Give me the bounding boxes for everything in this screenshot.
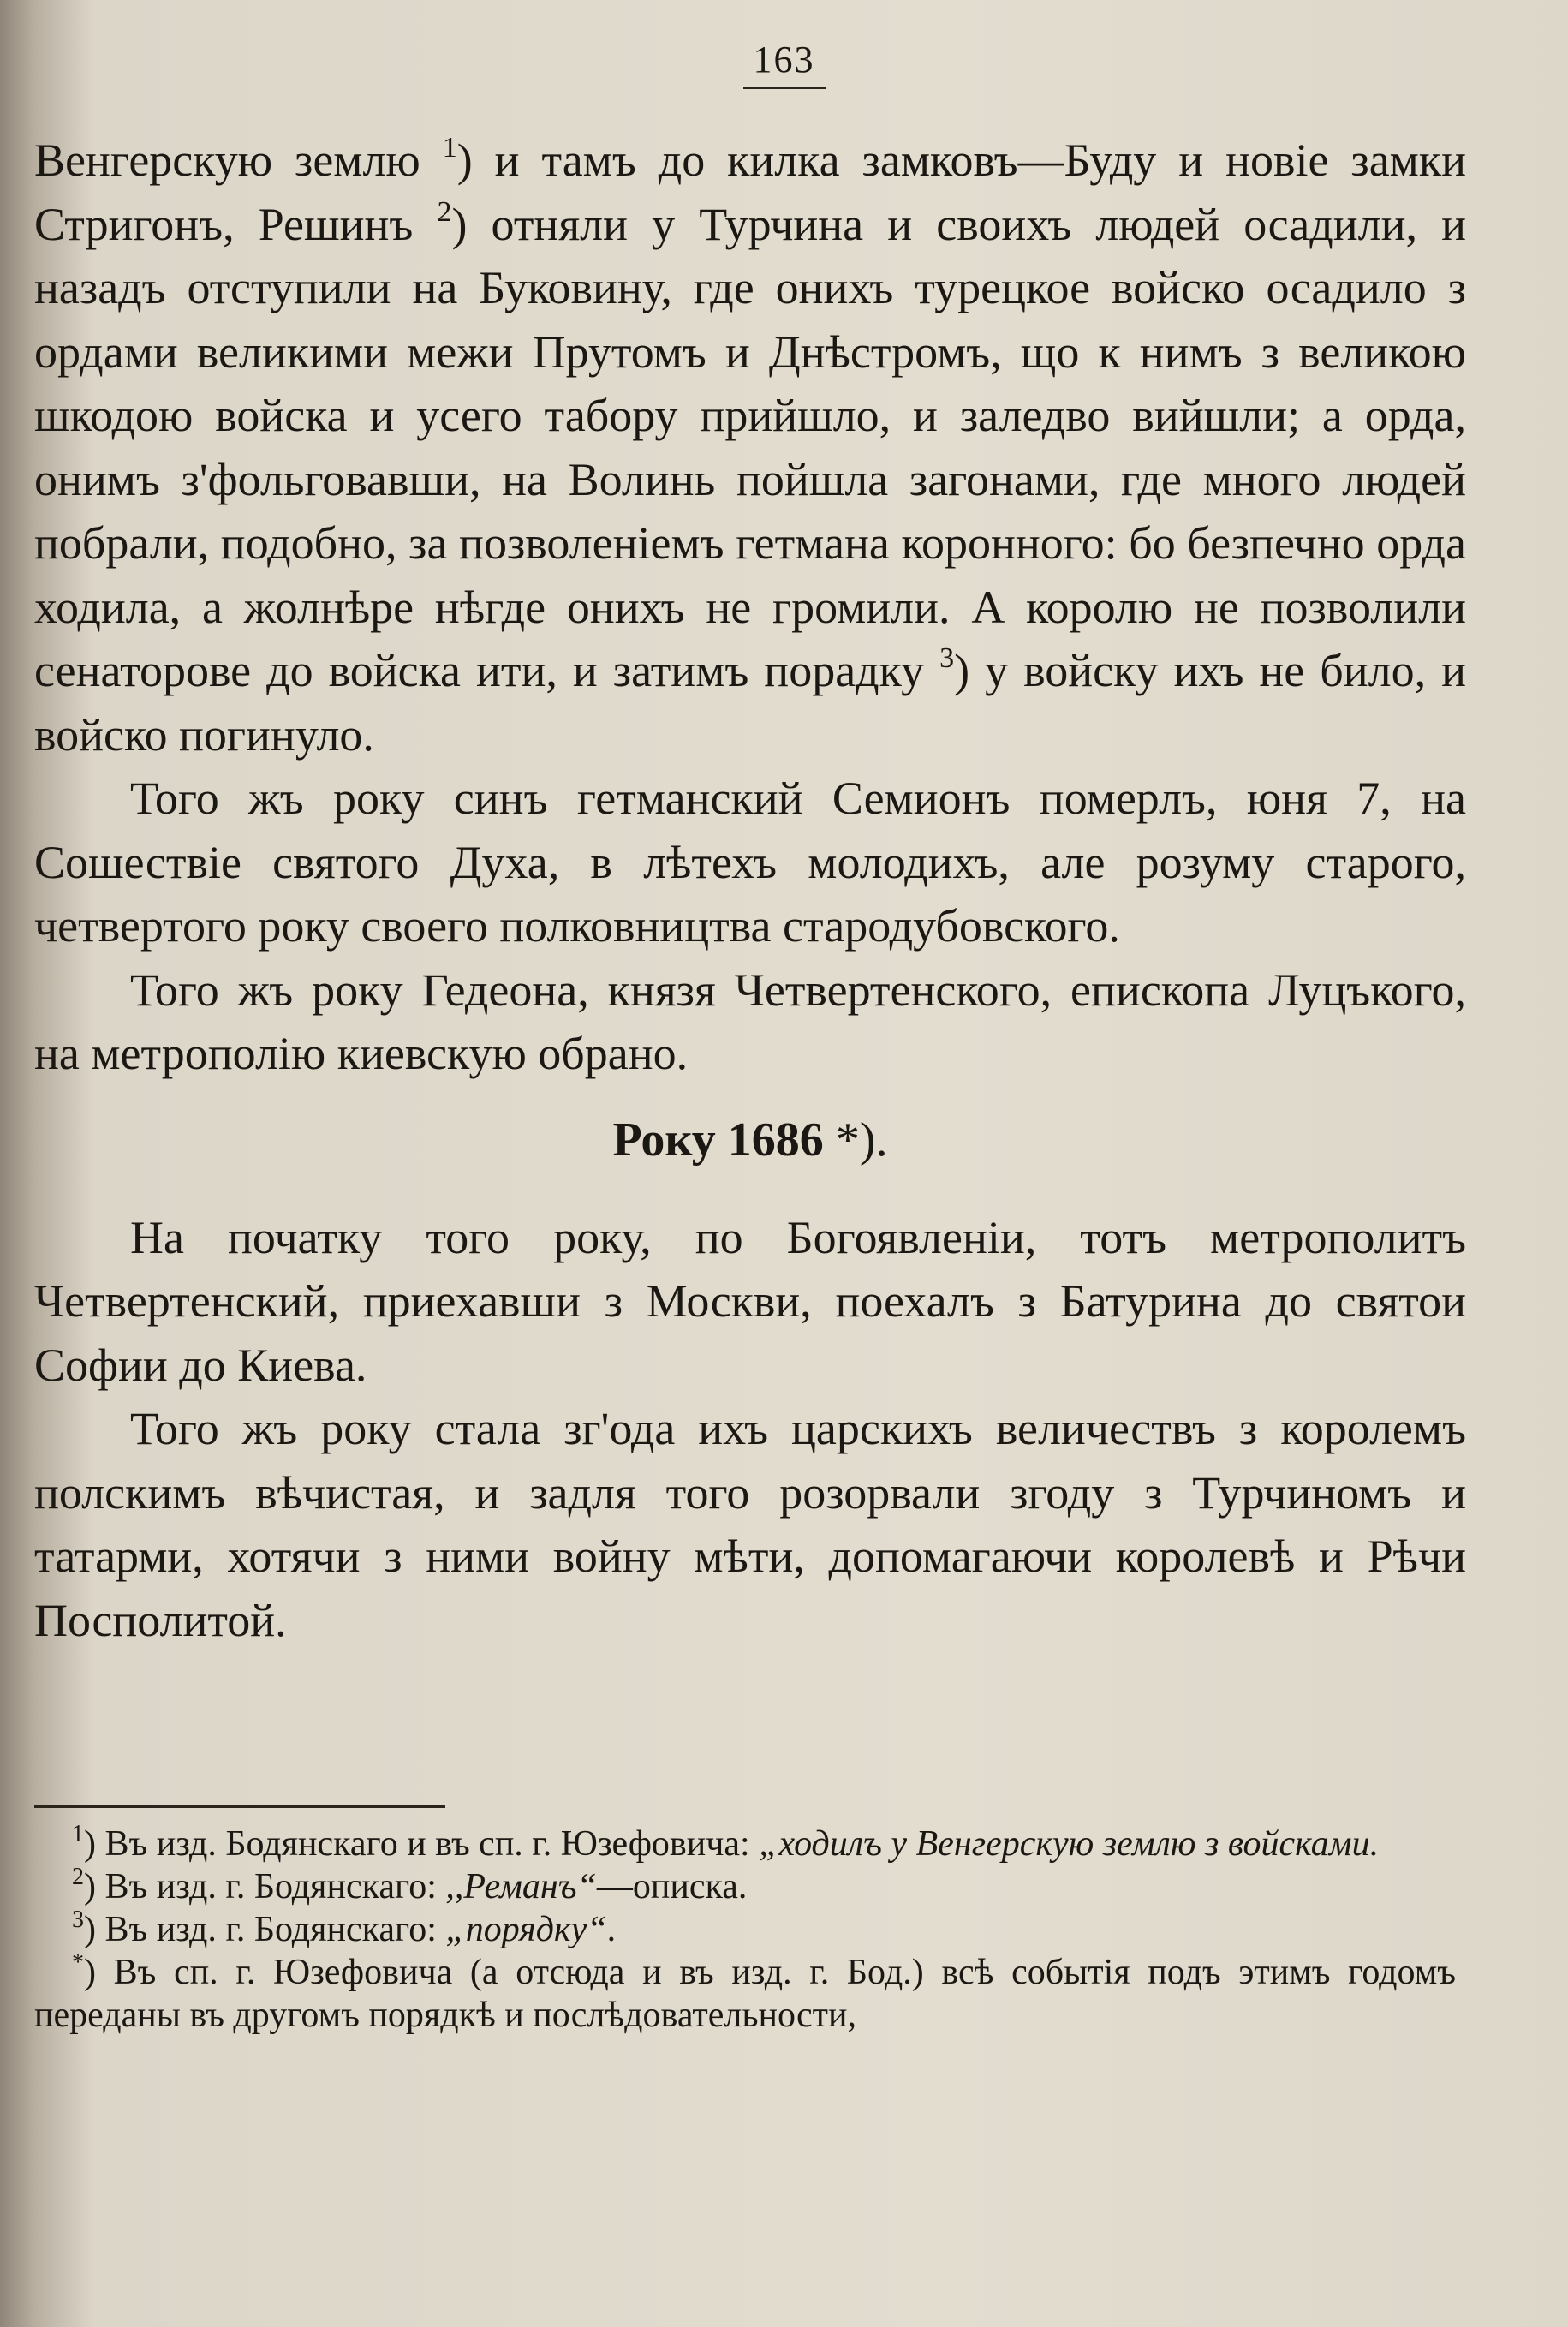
footnote-1-quote: „ходилъ у Венгерскую землю з войсками. <box>759 1824 1380 1864</box>
footnote-1-text: ) Въ изд. Бодянскаго и въ сп. г. Юзефовича: <box>84 1824 760 1864</box>
footnote-ref-3: 3 <box>939 642 955 674</box>
footnote-3-quote: „порядку“ <box>445 1910 607 1949</box>
paragraph-1-text-a: Венгерскую землю <box>34 134 443 186</box>
footnote-4-mark: * <box>72 1949 84 1976</box>
footnotes <box>34 1823 1456 2037</box>
year-heading-note-mark: *). <box>823 1113 888 1166</box>
paragraph-4: На початку того року, по Богоявленіи, тотъ метрополитъ Четвертенский, приехавши з Москви, поехалъ з Батурина до святои Софии до Киева. <box>34 1211 1466 1391</box>
footnote-ref-2: 2 <box>437 195 452 228</box>
footnote-3-mark: 3 <box>72 1906 84 1933</box>
paragraph-1 <box>34 128 1466 767</box>
footnote-1 <box>34 1823 1456 1865</box>
year-heading <box>34 1108 1466 1172</box>
paragraph-3: Того жъ року Гедеона, князя Четвертенского, епископа Луцъкого, на метрополію киевскую обрано. <box>34 964 1466 1079</box>
footnote-2-text: ) Въ изд. г. Бодянскаго: <box>84 1867 446 1906</box>
footnote-4-text: ) Въ сп. г. Юзефовича (а отсюда и въ изд. г. Бод.) всѣ событія подъ этимъ годомъ переданы въ другомъ порядкѣ и послѣдовательности, <box>34 1953 1456 2035</box>
paragraph-1-text-d: ) у войску ихъ не било, и войско погинуло. <box>34 645 1467 761</box>
footnote-3 <box>34 1908 1456 1951</box>
footnote-1-mark: 1 <box>72 1821 84 1847</box>
main-text <box>34 128 1466 1652</box>
footnote-2-mark: 2 <box>72 1864 84 1890</box>
footnote-2 <box>34 1865 1456 1908</box>
footnote-2-quote: ,,Реманъ“ <box>445 1867 597 1906</box>
footnote-divider <box>34 1805 445 1808</box>
footnote-4 <box>34 1951 1456 2037</box>
page-number <box>0 38 1568 89</box>
year-heading-text: Року 1686 <box>612 1113 824 1166</box>
footnote-2-tail: —описка. <box>596 1867 748 1906</box>
paragraph-1-text-b: ) и тамъ до килка замковъ—Буду и новіе замки Стригонъ, Решинъ <box>34 134 1466 250</box>
footnote-3-text: ) Въ изд. г. Бодянскаго: <box>84 1910 446 1949</box>
footnote-3-tail: . <box>606 1910 617 1949</box>
paragraph-1-text-c: ) отняли у Турчина и своихъ людей осадили, и назадъ отступили на Буковину, где онихъ турецкое войско осадило з ордами великими межи Прутомъ и Днѣстромъ, що к нимъ з великою шкодою войска и усего табору прийшло, и заледво вийшли; а орда, онимъ з'фольговавши, на Волинь пойшла загонами, где много людей побрали, подобно, за позволеніемъ гетмана коронного: бо безпечно орда ходила, а жолнѣре нѣгде онихъ не громили. А королю не позволили сенаторове до войска ити, и затимъ порадку <box>34 198 1466 696</box>
page-number-text: 163 <box>743 38 826 89</box>
paragraph-5: Того жъ року стала зг'ода ихъ царскихъ величествъ з королемъ полскимъ вѣчистая, и задля того розорвали згоду з Турчиномъ и татарми, хотячи з ними войну мѣти, допомагаючи королевѣ и Рѣчи Посполитой. <box>34 1403 1466 1646</box>
paragraph-2: Того жъ року синъ гетманский Семионъ померлъ, юня 7, на Сошествіе святого Духа, в лѣтехъ молодихъ, але розуму старого, четвертого року своего полковництва стародубовского. <box>34 773 1466 952</box>
footnote-ref-1: 1 <box>442 132 457 164</box>
